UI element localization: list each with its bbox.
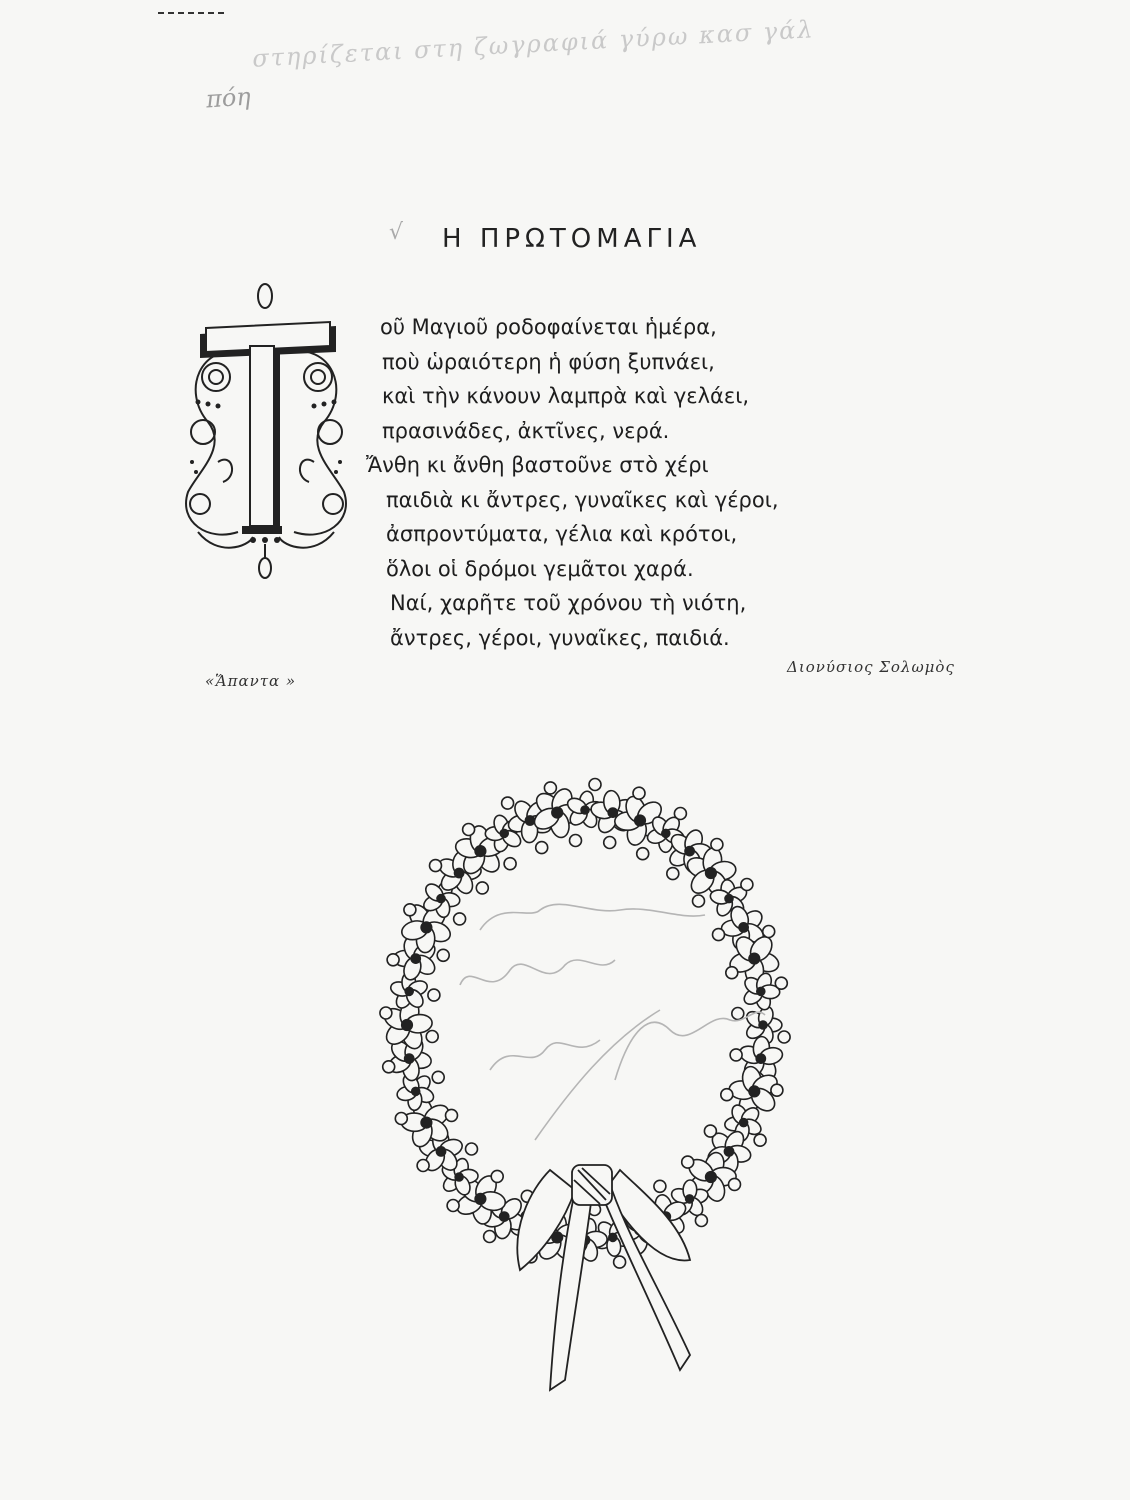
poem-line: παιδιὰ κι ἄντρες, γυναῖκες καὶ γέροι, bbox=[386, 487, 779, 512]
poem-line: ἀσπροντύματα, γέλια καὶ κρότοι, bbox=[386, 522, 738, 546]
wreath-bud bbox=[741, 879, 753, 891]
wreath-bud bbox=[704, 1125, 716, 1137]
wreath-bud bbox=[754, 1134, 766, 1146]
poem-line: οῦ Μαγιοῦ ροδοφαίνεται ἡμέρα, bbox=[380, 315, 717, 339]
poem-line: ποὺ ὡραιότερη ἡ φύση ξυπνάει, bbox=[382, 349, 715, 374]
pencil-note-left: πόη bbox=[205, 82, 252, 114]
wreath-bud bbox=[726, 967, 738, 979]
wreath-bud bbox=[721, 1089, 733, 1101]
wreath-bud bbox=[614, 1256, 626, 1268]
wreath-bud bbox=[395, 1113, 407, 1125]
wreath-bud bbox=[491, 1170, 503, 1182]
wreath-bud bbox=[589, 779, 601, 791]
poem-line: καὶ τὴν κάνουν λαμπρὰ καὶ γελάει, bbox=[382, 384, 750, 408]
wreath-bud bbox=[771, 1084, 783, 1096]
wreath-bud bbox=[667, 868, 679, 880]
wreath-bud bbox=[446, 1109, 458, 1121]
wreath-bud bbox=[430, 860, 442, 872]
wreath-bud bbox=[775, 977, 787, 989]
wreath-bud bbox=[711, 839, 723, 851]
header-mark bbox=[158, 12, 224, 14]
poem-stanza bbox=[366, 310, 940, 655]
wreath-bud bbox=[383, 1061, 395, 1073]
poem-line: πρασινάδες, ἀκτῖνες, νερά. bbox=[382, 418, 670, 443]
wreath-bud bbox=[732, 1008, 744, 1020]
wreath-bud bbox=[463, 824, 475, 836]
wreath-bud bbox=[713, 929, 725, 941]
wreath-bud bbox=[426, 1031, 438, 1043]
wreath-bud bbox=[387, 954, 399, 966]
wreath-bud bbox=[536, 842, 548, 854]
poem-title: Η ΠΡΩΤΟΜΑΓΙΑ bbox=[442, 224, 702, 254]
poem-author: Διονύσιος Σολωμὸς bbox=[787, 658, 955, 676]
poem-line: ὅλοι οἱ δρόμοι γεμᾶτοι χαρά. bbox=[386, 556, 694, 581]
wreath-bud bbox=[504, 858, 516, 870]
ornamental-dropcap-t bbox=[178, 282, 354, 582]
wreath-bud bbox=[633, 787, 645, 799]
wreath-bud bbox=[778, 1031, 790, 1043]
wreath-bud bbox=[437, 949, 449, 961]
wreath-bud bbox=[654, 1180, 666, 1192]
wreath-bud bbox=[428, 989, 440, 1001]
wreath-bud bbox=[729, 1178, 741, 1190]
wreath-bud bbox=[604, 837, 616, 849]
wreath-bud bbox=[417, 1160, 429, 1172]
wreath-bud bbox=[484, 1231, 496, 1243]
floral-wreath-illustration bbox=[360, 770, 810, 1410]
wreath-bud bbox=[544, 782, 556, 794]
poem-source: «Ἅπαντα » bbox=[205, 672, 297, 690]
wreath-bud bbox=[637, 848, 649, 860]
poem-line: Ἄνθη κι ἄνθη βαστοῦνε στὸ χέρι bbox=[366, 453, 709, 477]
wreath-bud bbox=[447, 1200, 459, 1212]
wreath-bud bbox=[763, 926, 775, 938]
wreath-bud bbox=[695, 1215, 707, 1227]
wreath-bud bbox=[404, 904, 416, 916]
wreath-bud bbox=[432, 1071, 444, 1083]
wreath-bud bbox=[380, 1007, 392, 1019]
wreath-bud bbox=[502, 797, 514, 809]
pencil-note-top: στηρίζεται στη ζωγραφιά γύρω κασ γάλ bbox=[251, 15, 816, 73]
pencil-tick-mark: √ bbox=[389, 220, 404, 245]
wreath-bud bbox=[693, 895, 705, 907]
poem-line: ἄντρες, γέροι, γυναῖκες, παιδιά. bbox=[390, 625, 730, 650]
wreath-bud bbox=[466, 1143, 478, 1155]
wreath-bud bbox=[682, 1156, 694, 1168]
wreath-bud bbox=[674, 808, 686, 820]
wreath-bud bbox=[730, 1049, 742, 1061]
wreath-bud bbox=[476, 882, 488, 894]
wreath-bud bbox=[454, 913, 466, 925]
wreath-bud bbox=[570, 835, 582, 847]
poem-line: Ναί, χαρῆτε τοῦ χρόνου τὴ νιότη, bbox=[390, 591, 747, 615]
